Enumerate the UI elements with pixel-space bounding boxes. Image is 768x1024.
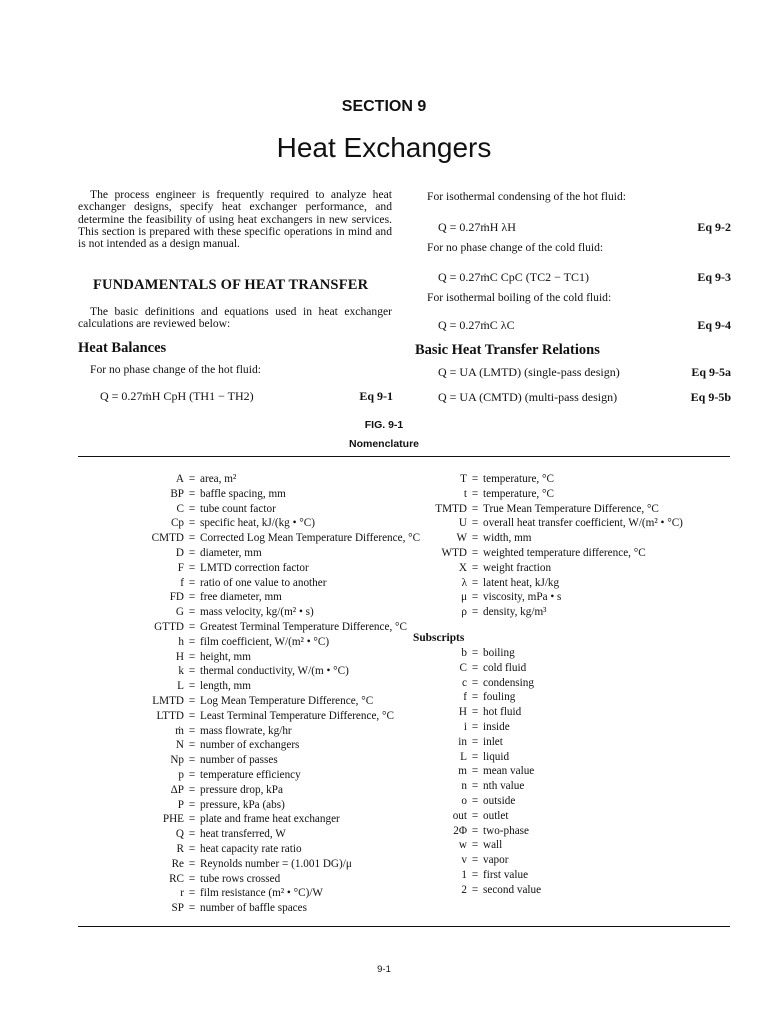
subscript-row-symbol: v [461, 854, 467, 867]
nomenclature-row-equals: = [188, 754, 196, 767]
subscript-row-equals: = [471, 750, 479, 763]
nomenclature-row-equals: = [471, 546, 479, 559]
equation-9-4 [438, 318, 731, 333]
nomenclature-left-column [78, 472, 421, 916]
nomenclature-row-symbol: Q [175, 828, 184, 841]
subscript-row-definition: mean value [483, 765, 535, 778]
subscript-row-symbol: L [460, 750, 467, 763]
subscript-row-definition: condensing [483, 676, 534, 689]
nomenclature-row [78, 487, 413, 502]
subscript-row-symbol: f [463, 691, 467, 704]
subscript-row [383, 720, 733, 735]
subscript-row [383, 735, 733, 750]
isothermal-condensing-text: For isothermal condensing of the hot fluid: [427, 190, 626, 203]
subscript-row-equals: = [471, 809, 479, 822]
subscript-row-definition: inside [483, 720, 510, 733]
nomenclature-row-symbol: f [180, 576, 184, 589]
subscript-row [383, 794, 733, 809]
nomenclature-row [78, 753, 413, 768]
subscript-row [383, 676, 733, 691]
nomenclature-row-symbol: RC [169, 872, 184, 885]
nomenclature-row [78, 576, 413, 591]
nomenclature-row-symbol: t [463, 487, 467, 500]
nomenclature-row-definition: thermal conductivity, W/(m • °C) [200, 665, 349, 678]
nomenclature-row-equals: = [188, 665, 196, 678]
nomenclature-row-definition: tube rows crossed [200, 872, 281, 885]
nomenclature-row [78, 620, 413, 635]
equation-9-1 [100, 389, 393, 404]
nomenclature-row [383, 516, 733, 531]
nomenclature-row-definition: LMTD correction factor [200, 561, 309, 574]
nomenclature-row-definition: latent heat, kJ/kg [483, 576, 560, 589]
subscript-row-equals: = [471, 868, 479, 881]
figure-caption: Nomenclature [348, 438, 420, 450]
nomenclature-row-equals: = [471, 532, 479, 545]
nomenclature-row-definition: overall heat transfer coefficient, W/(m² • °C) [483, 517, 683, 530]
nomenclature-row-definition: tube count factor [200, 502, 276, 515]
nomenclature-row-definition: film coefficient, W/(m² • °C) [200, 635, 330, 648]
equation-9-4-label: Eq 9-4 [697, 318, 731, 332]
nomenclature-row [78, 561, 413, 576]
nomenclature-row-equals: = [471, 487, 479, 500]
subscript-row-definition: fouling [483, 691, 516, 704]
subscript-row-equals: = [471, 720, 479, 733]
nomenclature-row-equals: = [188, 783, 196, 796]
nomenclature-row-definition: viscosity, mPa • s [483, 591, 562, 604]
nomenclature-row-definition: Least Terminal Temperature Difference, °C [200, 709, 394, 722]
nomenclature-row-definition: baffle spacing, mm [200, 487, 286, 500]
nomenclature-row-equals: = [188, 798, 196, 811]
nomenclature-row [78, 590, 413, 605]
nomenclature-row-definition: mass flowrate, kg/hr [200, 724, 292, 737]
nomenclature-row [78, 694, 413, 709]
subscript-row-definition: hot fluid [483, 706, 522, 719]
fundamentals-heading: FUNDAMENTALS OF HEAT TRANSFER [93, 277, 369, 293]
subscript-row-definition: outlet [483, 809, 509, 822]
nomenclature-row-definition: mass velocity, kg/(m² • s) [200, 606, 314, 619]
nomenclature-row-symbol: W [456, 532, 467, 545]
nomenclature-row-definition: area, m² [200, 473, 237, 485]
equation-9-4-expr: Q = 0.27ṁC λC [438, 318, 515, 332]
nomenclature-row-definition: temperature, °C [483, 473, 554, 485]
nomenclature-row-symbol: Re [171, 857, 184, 870]
equation-9-3 [438, 270, 731, 285]
nomenclature-row [78, 472, 413, 487]
subscript-row-symbol: 2Φ [453, 824, 467, 837]
definitions-paragraph [78, 306, 392, 331]
nomenclature-row-equals: = [188, 724, 196, 737]
nomenclature-row-symbol: H [175, 650, 184, 663]
subscript-row-equals: = [471, 765, 479, 778]
subscript-row-definition: outside [483, 794, 516, 807]
nomenclature-row-definition: specific heat, kJ/(kg • °C) [200, 517, 315, 530]
subscript-row [383, 779, 733, 794]
nomenclature-row [78, 798, 413, 813]
section-label: SECTION 9 [341, 98, 427, 115]
subscript-row-definition: second value [483, 883, 542, 896]
nomenclature-row-definition: density, kg/m³ [483, 606, 547, 619]
nomenclature-row-equals: = [188, 842, 196, 855]
nomenclature-row [78, 531, 421, 546]
subscript-row [383, 764, 733, 779]
subscript-row [383, 838, 733, 853]
equation-9-5a-expr: Q = UA (LMTD) (single-pass design) [438, 365, 620, 379]
subscript-row [383, 824, 733, 839]
nomenclature-row [78, 901, 413, 916]
nomenclature-row-definition: number of passes [200, 754, 278, 767]
equation-9-2 [438, 220, 731, 235]
subscript-row-symbol: C [459, 661, 467, 674]
nomenclature-row-definition: Reynolds number = (1.001 DG)/μ [200, 857, 352, 870]
nomenclature-row-definition: Log Mean Temperature Difference, °C [200, 694, 374, 707]
subscript-row-equals: = [471, 794, 479, 807]
nomenclature-row [78, 812, 413, 827]
equation-9-3-expr: Q = 0.27ṁC CpC (TC2 − TC1) [438, 270, 589, 284]
subscript-row-definition: two-phase [483, 824, 529, 837]
nomenclature-row-symbol: C [176, 502, 184, 515]
nomenclature-row-symbol: SP [171, 902, 184, 915]
subscript-row [383, 690, 733, 705]
nomenclature-row-equals: = [188, 635, 196, 648]
nomenclature-row-definition: height, mm [200, 650, 251, 663]
nomenclature-row-equals: = [188, 532, 196, 545]
equation-9-5b-label: Eq 9-5b [690, 390, 731, 404]
isothermal-boiling-text: For isothermal boiling of the cold fluid: [427, 291, 612, 304]
subscript-row-equals: = [471, 646, 479, 659]
nomenclature-row-equals: = [188, 487, 196, 500]
nomenclature-row-equals: = [188, 591, 196, 604]
equation-9-2-label: Eq 9-2 [697, 220, 731, 234]
subscript-row-symbol: b [461, 646, 467, 659]
subscript-row-equals: = [471, 661, 479, 674]
nomenclature-row [383, 487, 733, 502]
nomenclature-row [78, 516, 413, 531]
subscript-row-equals: = [471, 780, 479, 793]
nomenclature-row-definition: number of exchangers [200, 739, 300, 752]
nomenclature-row [78, 886, 413, 901]
nomenclature-row [383, 546, 733, 561]
nomenclature-row-equals: = [471, 502, 479, 515]
nomenclature-row-equals: = [188, 828, 196, 841]
nomenclature-row-definition: plate and frame heat exchanger [200, 813, 340, 826]
nomenclature-row-definition: temperature efficiency [200, 768, 301, 781]
subscript-row-equals: = [471, 824, 479, 837]
subscript-row-definition: vapor [483, 854, 509, 867]
subscript-row-definition: cold fluid [483, 661, 527, 674]
subscript-row-definition: boiling [483, 646, 515, 659]
nomenclature-row-equals: = [471, 606, 479, 619]
nomenclature-row-symbol: ṁ [175, 724, 184, 737]
subscript-row [383, 661, 733, 676]
subscript-row-equals: = [471, 676, 479, 689]
nomenclature-row-definition: diameter, mm [200, 546, 262, 559]
nomenclature-row-symbol: Np [170, 754, 184, 767]
subscript-row [383, 750, 733, 765]
nomenclature-row-equals: = [188, 473, 196, 485]
nomenclature-row-symbol: TMTD [435, 502, 467, 515]
nomenclature-row-symbol: N [175, 739, 184, 752]
nomenclature-row-equals: = [188, 502, 196, 515]
no-phase-hot-text: For no phase change of the hot fluid: [90, 363, 261, 376]
equation-9-5b [438, 390, 731, 405]
top-rule [78, 456, 730, 457]
subscript-row-symbol: m [458, 765, 467, 778]
nomenclature-row [78, 709, 413, 724]
nomenclature-row-equals: = [188, 739, 196, 752]
nomenclature-row-symbol: P [177, 798, 184, 811]
nomenclature-row-symbol: T [460, 473, 467, 485]
nomenclature-row-symbol: p [178, 768, 184, 781]
equation-9-3-label: Eq 9-3 [697, 270, 731, 284]
nomenclature-row [78, 546, 413, 561]
nomenclature-row [78, 635, 413, 650]
nomenclature-row [78, 783, 413, 798]
nomenclature-row-definition: heat capacity rate ratio [200, 842, 302, 855]
subscript-row-equals: = [471, 883, 479, 896]
nomenclature-row-symbol: G [175, 606, 184, 619]
subscript-row [383, 883, 733, 898]
nomenclature-row-symbol: LTTD [156, 709, 184, 722]
page-title: Heat Exchangers [276, 132, 492, 163]
subscript-row-equals: = [471, 735, 479, 748]
subscript-row [383, 705, 733, 720]
nomenclature-row-symbol: A [175, 473, 184, 485]
nomenclature-row-symbol: F [177, 561, 184, 574]
subscript-row-equals: = [471, 706, 479, 719]
nomenclature-row-equals: = [471, 517, 479, 530]
nomenclature-row-equals: = [188, 694, 196, 707]
nomenclature-row-equals: = [188, 517, 196, 530]
nomenclature-row-symbol: FD [169, 591, 184, 604]
nomenclature-row-symbol: LMTD [152, 694, 184, 707]
nomenclature-row-definition: film resistance (m² • °C)/W [200, 887, 323, 900]
nomenclature-row-symbol: L [177, 680, 184, 693]
intro-paragraph [78, 189, 392, 250]
nomenclature-row-symbol: h [178, 635, 184, 648]
subscript-row-definition: nth value [483, 780, 525, 793]
subscript-row-equals: = [471, 839, 479, 852]
nomenclature-row [78, 502, 413, 517]
subscript-row-symbol: n [461, 780, 467, 793]
page-number: 9-1 [377, 964, 391, 975]
nomenclature-row-symbol: ρ [461, 606, 467, 619]
nomenclature-row-definition: heat transferred, W [200, 828, 286, 841]
nomenclature-row-equals: = [188, 650, 196, 663]
nomenclature-row-definition: pressure drop, kPa [200, 783, 283, 796]
nomenclature-row-definition: Corrected Log Mean Temperature Difference, °C [200, 532, 421, 545]
subscript-row-symbol: i [463, 720, 467, 733]
subscript-row-equals: = [471, 691, 479, 704]
subscript-row-symbol: 2 [461, 883, 467, 896]
subscript-row-symbol: 1 [461, 868, 467, 881]
nomenclature-row-equals: = [471, 591, 479, 604]
equation-9-5a [438, 365, 731, 380]
nomenclature-row-symbol: λ [461, 576, 467, 589]
equation-9-5a-label: Eq 9-5a [691, 365, 731, 379]
definitions-paragraph-text: The basic definitions and equations used in heat exchanger calculations are reviewed below: [78, 305, 392, 331]
nomenclature-row-equals: = [188, 857, 196, 870]
nomenclature-row [78, 605, 413, 620]
nomenclature-row-equals: = [188, 680, 196, 693]
equation-9-1-expr: Q = 0.27ṁH CpH (TH1 − TH2) [100, 389, 254, 403]
no-phase-cold-text: For no phase change of the cold fluid: [427, 241, 604, 254]
nomenclature-row-symbol: μ [461, 591, 467, 604]
nomenclature-row-symbol: ΔP [170, 783, 184, 796]
nomenclature-row [383, 605, 733, 620]
subscript-row-symbol: in [458, 735, 467, 748]
nomenclature-row [78, 664, 413, 679]
nomenclature-row-equals: = [471, 576, 479, 589]
nomenclature-row-symbol: BP [170, 487, 184, 500]
nomenclature-right-column [383, 472, 733, 898]
nomenclature-row-equals: = [188, 546, 196, 559]
nomenclature-row-definition: True Mean Temperature Difference, °C [483, 502, 659, 515]
subscript-row [383, 646, 733, 661]
nomenclature-row-symbol: R [176, 842, 184, 855]
nomenclature-row [78, 679, 413, 694]
nomenclature-row-symbol: GTTD [154, 620, 184, 633]
nomenclature-row [383, 590, 733, 605]
nomenclature-row-equals: = [188, 768, 196, 781]
subscript-row-definition: liquid [483, 750, 510, 763]
subscript-row [383, 868, 733, 883]
nomenclature-row-equals: = [188, 813, 196, 826]
nomenclature-row [78, 857, 413, 872]
subscript-row-equals: = [471, 854, 479, 867]
nomenclature-row-definition: pressure, kPa (abs) [200, 798, 285, 811]
subscript-row-symbol: out [452, 809, 467, 822]
nomenclature-row-definition: ratio of one value to another [200, 576, 327, 589]
nomenclature-row [78, 827, 413, 842]
nomenclature-row [78, 738, 413, 753]
nomenclature-row [383, 472, 733, 487]
subscript-row-definition: first value [483, 868, 529, 881]
nomenclature-row-definition: number of baffle spaces [200, 902, 307, 915]
nomenclature-row-definition: weighted temperature difference, °C [483, 546, 646, 559]
nomenclature-row-equals: = [188, 620, 196, 633]
nomenclature-row-symbol: Cp [170, 517, 184, 530]
nomenclature-row-symbol: X [458, 561, 467, 574]
nomenclature-row-symbol: WTD [441, 546, 467, 559]
equation-9-2-expr: Q = 0.27ṁH λH [438, 220, 516, 234]
nomenclature-row-symbol: D [175, 546, 184, 559]
subscripts-heading: Subscripts [413, 631, 465, 644]
subscript-row-symbol: o [461, 794, 467, 807]
subscript-row-definition: inlet [483, 735, 503, 748]
basic-relations-heading: Basic Heat Transfer Relations [415, 342, 600, 358]
subscript-row-symbol: c [462, 676, 467, 689]
nomenclature-row-definition: Greatest Terminal Temperature Difference, °C [200, 620, 407, 633]
subscript-row [383, 809, 733, 824]
subscript-row-definition: wall [483, 839, 503, 852]
nomenclature-row-symbol: U [458, 517, 467, 530]
subscripts-list [383, 646, 733, 898]
nomenclature-row [78, 768, 413, 783]
nomenclature-row [78, 724, 413, 739]
nomenclature-row-equals: = [188, 902, 196, 915]
nomenclature-row-definition: width, mm [483, 532, 532, 545]
subscript-row-symbol: w [458, 839, 467, 852]
nomenclature-row [383, 502, 733, 517]
nomenclature-row-definition: temperature, °C [483, 487, 554, 500]
subscript-row-symbol: H [458, 706, 467, 719]
nomenclature-row-symbol: r [180, 887, 184, 900]
nomenclature-row [383, 561, 733, 576]
nomenclature-row-symbol: CMTD [151, 532, 184, 545]
figure-number: FIG. 9-1 [364, 419, 404, 431]
nomenclature-row [383, 531, 733, 546]
nomenclature-row-equals: = [188, 576, 196, 589]
intro-paragraph-text: The process engineer is frequently required to analyze heat exchanger designs, specify heat exchanger performance, and determine the feasibility of using heat exchangers in new services. This section is prepared with these specific operations in mind and is not intended as a design manual. [78, 188, 392, 251]
nomenclature-row [78, 872, 413, 887]
heat-balances-heading: Heat Balances [78, 340, 167, 356]
nomenclature-row-symbol: k [178, 665, 184, 678]
nomenclature-row-definition: free diameter, mm [200, 591, 282, 604]
nomenclature-row-symbol: PHE [162, 813, 184, 826]
equation-9-5b-expr: Q = UA (CMTD) (multi-pass design) [438, 390, 618, 404]
nomenclature-row-equals: = [188, 709, 196, 722]
nomenclature-row-equals: = [188, 872, 196, 885]
subscript-row [383, 853, 733, 868]
nomenclature-row-definition: length, mm [200, 680, 251, 693]
nomenclature-row-equals: = [188, 887, 196, 900]
nomenclature-row-equals: = [188, 606, 196, 619]
nomenclature-row-definition: weight fraction [483, 561, 552, 574]
nomenclature-row-equals: = [188, 561, 196, 574]
bottom-rule [78, 926, 730, 927]
nomenclature-row [78, 842, 413, 857]
nomenclature-right-list [383, 472, 733, 620]
nomenclature-row [78, 650, 413, 665]
nomenclature-row-equals: = [471, 561, 479, 574]
nomenclature-row [383, 576, 733, 591]
nomenclature-row-equals: = [471, 473, 479, 485]
equation-9-1-label: Eq 9-1 [359, 389, 393, 403]
